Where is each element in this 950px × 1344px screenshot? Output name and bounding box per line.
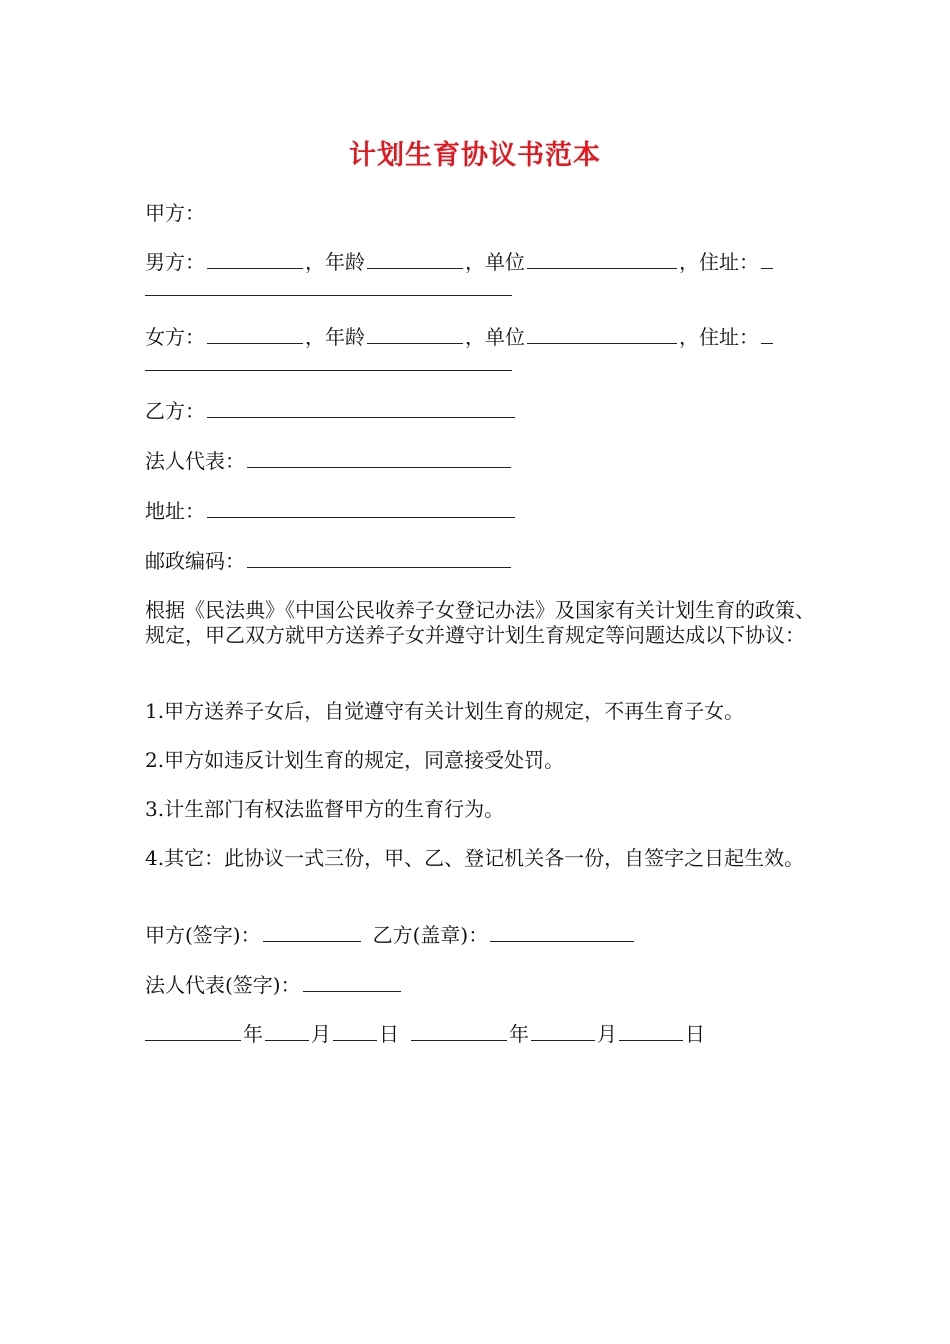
male-address-label: ，住址： [679,250,759,274]
legal-rep-line [145,448,513,474]
address-label: 地址： [145,499,205,523]
female-unit-label: ，单位 [465,325,525,349]
sign-b-blank[interactable] [490,923,634,942]
date-a-month-blank[interactable] [265,1022,309,1041]
date-a-day-blank[interactable] [333,1022,377,1041]
signature-line [145,922,636,948]
party-b-blank[interactable] [207,399,515,418]
date-a-year-blank[interactable] [145,1022,241,1041]
date-b-month-blank[interactable] [531,1022,595,1041]
male-address-continuation[interactable] [145,295,512,296]
female-line [145,324,775,350]
date-line [145,1021,705,1047]
legal-rep-label: 法人代表： [145,449,245,473]
female-age-label: ，年龄 [305,325,365,349]
male-name-blank[interactable] [207,250,303,269]
female-name-blank[interactable] [207,325,303,344]
date-b-year-blank[interactable] [411,1022,507,1041]
date-b-day-label: 日 [685,1022,705,1046]
female-address-blank[interactable] [761,325,773,344]
address-line [145,498,517,524]
document-title: 计划生育协议书范本 [349,140,601,171]
date-a-year-label: 年 [243,1022,263,1046]
date-b-year-label: 年 [509,1022,529,1046]
party-b-label: 乙方： [145,399,205,423]
male-age-blank[interactable] [367,250,463,269]
male-label: 男方： [145,250,205,274]
clause-4: 4.其它：此协议一式三份，甲、乙、登记机关各一份，自签字之日起生效。 [145,846,805,870]
date-a-month-label: 月 [311,1022,331,1046]
date-b-month-label: 月 [597,1022,617,1046]
postal-label: 邮政编码： [145,549,245,573]
clause-2: 2.甲方如违反计划生育的规定，同意接受处罚。 [145,748,565,772]
date-b-day-blank[interactable] [619,1022,683,1041]
female-address-label: ，住址： [679,325,759,349]
legal-rep-sign-line [145,972,403,998]
postal-blank[interactable] [247,549,511,568]
male-address-blank[interactable] [761,250,773,269]
sign-b-label: 乙方(盖章)： [372,923,489,947]
male-age-label: ，年龄 [305,250,365,274]
male-unit-blank[interactable] [527,250,677,269]
sign-a-blank[interactable] [263,923,361,942]
intro-paragraph: 根据《民法典》《中国公民收养子女登记办法》及国家有关计划生育的政策、规定，甲乙双方就甲方送养子女并遵守计划生育规定等问题达成以下协议： [145,598,815,647]
clause-1: 1.甲方送养子女后，自觉遵守有关计划生育的规定，不再生育子女。 [145,699,745,723]
party-a-label: 甲方： [145,201,205,225]
sign-a-label: 甲方(签字)： [145,923,261,947]
legal-rep-blank[interactable] [247,449,511,468]
female-address-continuation[interactable] [145,370,512,371]
male-line [145,249,775,275]
party-b-line [145,398,517,424]
postal-line [145,548,513,574]
clause-3: 3.计生部门有权法监督甲方的生育行为。 [145,797,505,821]
female-age-blank[interactable] [367,325,463,344]
legal-rep-sign-label: 法人代表(签字)： [145,973,301,997]
date-a-day-label: 日 [379,1022,399,1046]
legal-rep-sign-blank[interactable] [303,973,401,992]
female-unit-blank[interactable] [527,325,677,344]
party-a-line [145,200,205,226]
address-blank[interactable] [207,499,515,518]
female-label: 女方： [145,325,205,349]
male-unit-label: ，单位 [465,250,525,274]
